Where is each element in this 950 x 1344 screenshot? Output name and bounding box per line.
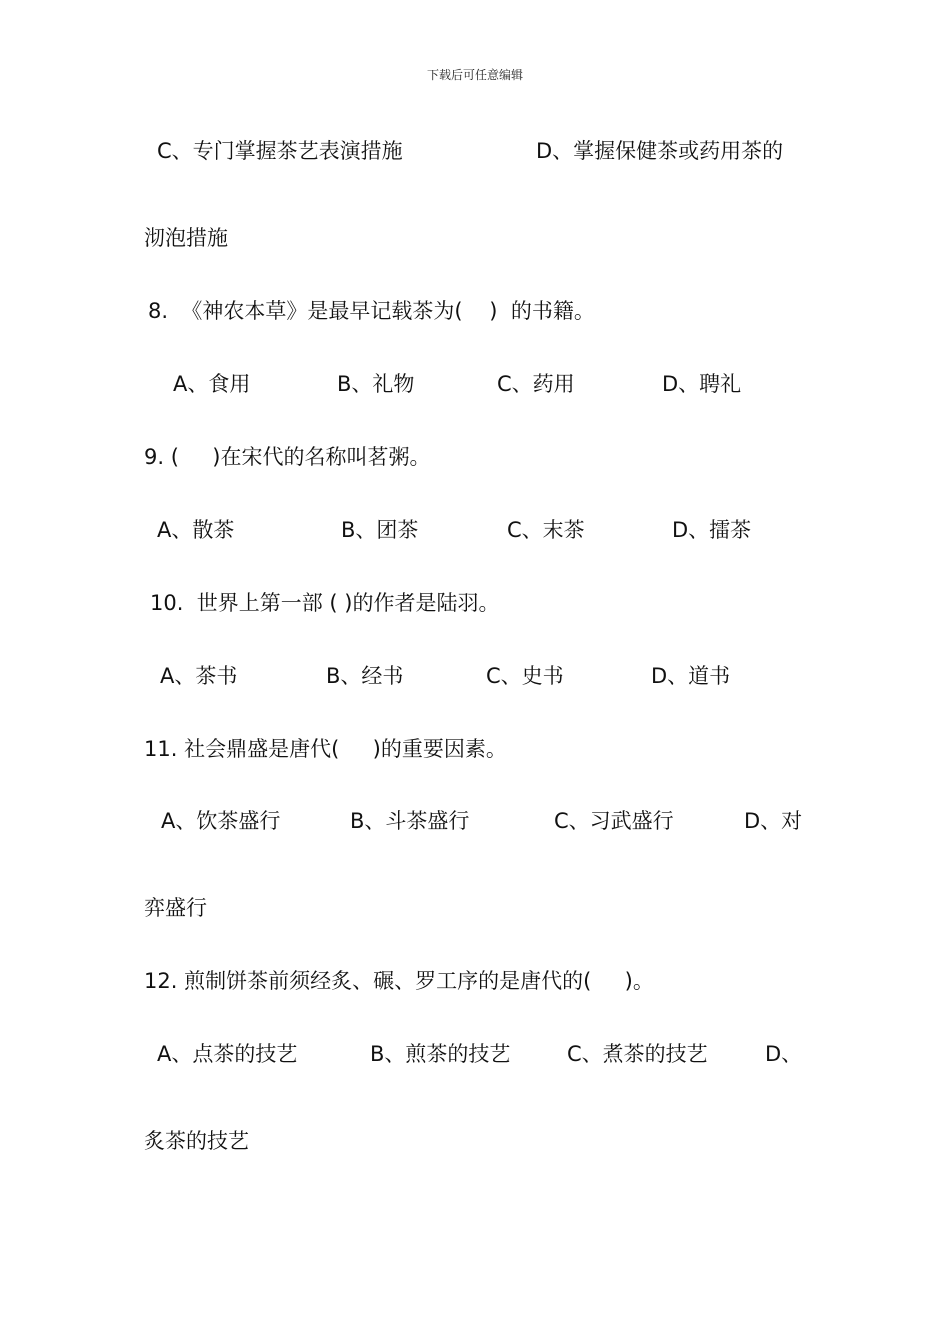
q12-option-c: C、煮茶的技艺 <box>567 1042 708 1066</box>
q12-option-d-continuation: 炙茶的技艺 <box>144 1129 249 1153</box>
q11-option-a: A、饮茶盛行 <box>161 809 281 833</box>
q8-option-c: C、药用 <box>497 372 575 396</box>
q10-option-b: B、经书 <box>326 664 404 688</box>
q7-option-c: C、专门掌握茶艺表演措施 <box>157 139 403 163</box>
q11-option-d-continuation: 弈盛行 <box>144 896 207 920</box>
q10-question: 10. 世界上第一部 ( )的作者是陆羽。 <box>150 591 500 615</box>
q8-option-b: B、礼物 <box>337 372 415 396</box>
q10-option-a: A、茶书 <box>160 664 238 688</box>
page-header: 下载后可任意编辑 <box>426 68 523 82</box>
q10-option-d: D、道书 <box>651 664 731 688</box>
q12-option-d: D、 <box>765 1042 803 1066</box>
q9-option-a: A、散茶 <box>157 518 235 542</box>
q10-option-c: C、史书 <box>486 664 564 688</box>
q9-option-b: B、团茶 <box>341 518 419 542</box>
q11-option-b: B、斗茶盛行 <box>350 809 470 833</box>
q9-option-c: C、末茶 <box>507 518 585 542</box>
q9-question: 9. ( )在宋代的名称叫茗粥。 <box>144 445 431 469</box>
q8-question: 8. 《神农本草》是最早记载茶为( ) 的书籍。 <box>148 299 595 323</box>
q12-option-b: B、煎茶的技艺 <box>370 1042 511 1066</box>
q11-option-c: C、习武盛行 <box>554 809 674 833</box>
q12-option-a: A、点茶的技艺 <box>157 1042 298 1066</box>
q8-option-d: D、聘礼 <box>662 372 742 396</box>
q11-option-d: D、对 <box>744 809 803 833</box>
q9-option-d: D、擂茶 <box>672 518 752 542</box>
q8-option-a: A、食用 <box>173 372 251 396</box>
q7-option-d: D、掌握保健茶或药用茶的 <box>536 139 784 163</box>
q12-question: 12. 煎制饼茶前须经炙、碾、罗工序的是唐代的( )。 <box>144 969 654 993</box>
q7-option-d-continuation: 沏泡措施 <box>144 226 228 250</box>
q11-question: 11. 社会鼎盛是唐代( )的重要因素。 <box>144 737 507 761</box>
